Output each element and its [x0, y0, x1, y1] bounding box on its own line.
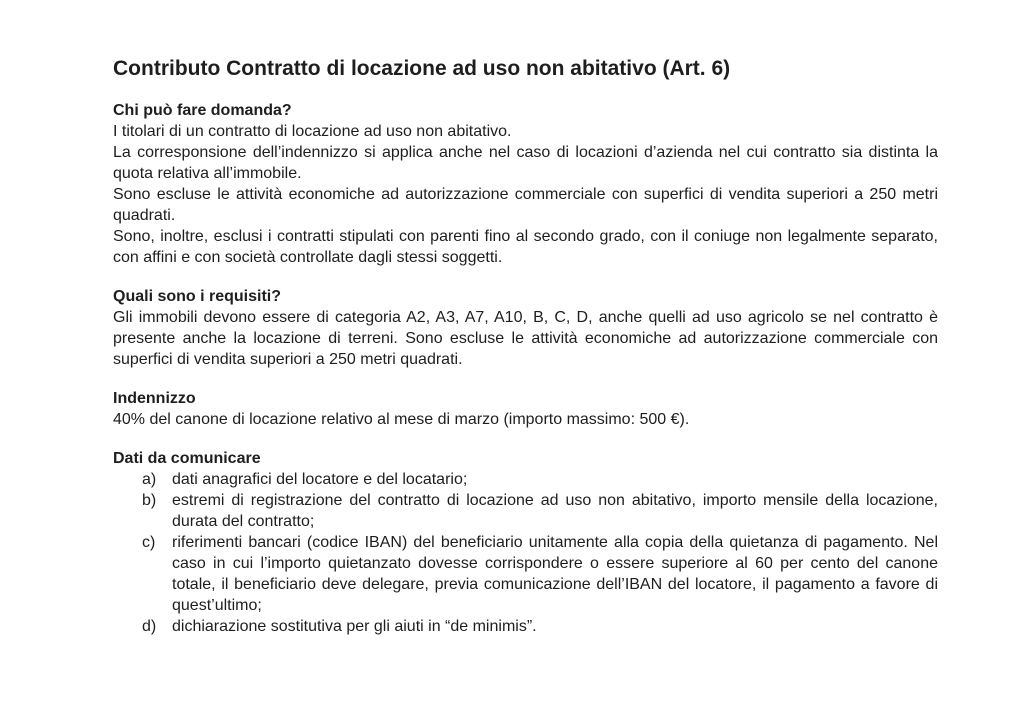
section-quali-sono-i-requisiti [113, 286, 938, 370]
section-indennizzo [113, 388, 938, 430]
page-title: Contributo Contratto di locazione ad uso non abitativo (Art. 6) [113, 57, 731, 80]
list-item-text: dati anagrafici del locatore e del locatario; [172, 471, 468, 488]
paragraph: Sono, inoltre, esclusi i contratti stipulati con parenti fino al secondo grado, con il coniuge non legalmente separato, con affini e con società controllate dagli stessi soggetti. [113, 228, 938, 266]
list-item [113, 616, 938, 637]
list-item [113, 469, 938, 490]
paragraph: La corresponsione dell’indennizzo si applica anche nel caso di locazioni d’azienda nel cui contratto sia distinta la quota relativa all’immobile. [113, 144, 938, 182]
list-item-marker: a) [142, 471, 157, 488]
list-item-marker: b) [142, 492, 157, 509]
section-heading: Indennizzo [113, 390, 196, 407]
list-item-marker: c) [142, 534, 156, 551]
paragraph: 40% del canone di locazione relativo al mese di marzo (importo massimo: 500 €). [113, 411, 690, 428]
paragraph: Gli immobili devono essere di categoria A2, A3, A7, A10, B, C, D, anche quelli ad uso agricolo se nel contratto è presente anche la locazione di terreni. Sono escluse le attività economiche ad autorizzazione commerciale con superfici di vendita superiori a 250 metri quadrati. [113, 309, 938, 368]
section-dati-da-comunicare [113, 448, 938, 637]
list-item-marker: d) [142, 618, 157, 635]
list-item-text: riferimenti bancari (codice IBAN) del beneficiario unitamente alla copia della quietanza di pagamento. Nel caso in cui l’importo quietanzato dovesse corrispondere o essere superiore al 60 per cento del canone totale, il beneficiario deve delegare, previa comunicazione dell’IBAN del locatore, il pagamento a favore di quest’ultimo; [172, 534, 938, 614]
list-item-text: dichiarazione sostitutiva per gli aiuti in “de minimis”. [172, 618, 537, 635]
paragraph: Sono escluse le attività economiche ad autorizzazione commerciale con superfici di vendita superiori a 250 metri quadrati. [113, 186, 938, 224]
section-chi-puo-fare-domanda [113, 100, 938, 268]
list-item-text: estremi di registrazione del contratto di locazione ad uso non abitativo, importo mensile della locazione, durata del contratto; [172, 492, 938, 530]
section-heading: Quali sono i requisiti? [113, 288, 282, 305]
section-heading: Dati da comunicare [113, 450, 261, 467]
list-item [113, 490, 938, 532]
paragraph: I titolari di un contratto di locazione ad uso non abitativo. [113, 123, 512, 140]
document-body [113, 57, 938, 637]
list-item [113, 532, 938, 616]
section-heading: Chi può fare domanda? [113, 102, 292, 119]
